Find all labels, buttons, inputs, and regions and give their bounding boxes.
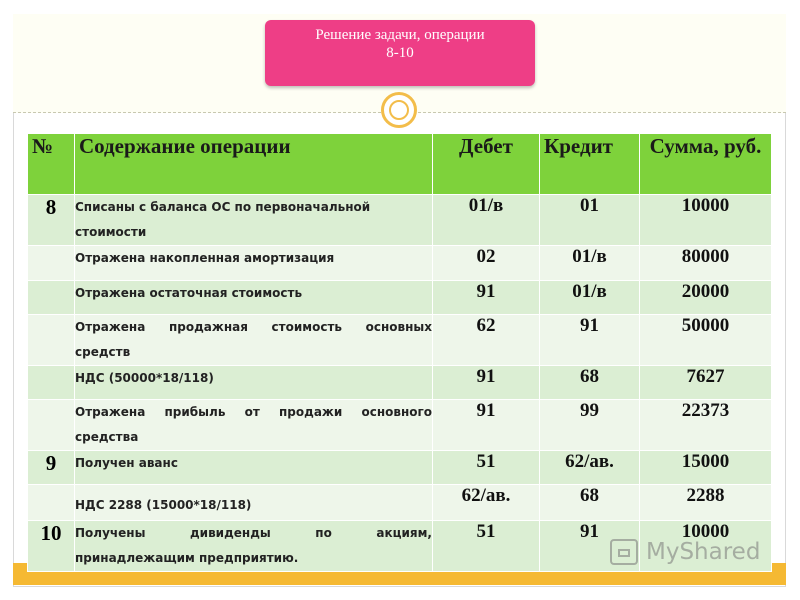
table-header-row (28, 134, 772, 195)
row-number (28, 400, 75, 451)
row-amount: 15000 (640, 451, 772, 485)
header-number: № (28, 134, 75, 195)
table-row (28, 246, 772, 281)
row-number (28, 315, 75, 366)
row-credit: 01/в (540, 246, 640, 281)
row-number (28, 246, 75, 281)
row-amount: 10000 (640, 195, 772, 246)
row-debit: 62 (433, 315, 540, 366)
row-number (28, 281, 75, 315)
row-credit: 68 (540, 485, 640, 521)
table-row (28, 315, 772, 366)
row-credit: 62/ав. (540, 451, 640, 485)
row-number: 10 (28, 521, 75, 572)
row-description: НДС 2288 (15000*18/118) (75, 485, 433, 521)
row-debit: 02 (433, 246, 540, 281)
row-debit: 91 (433, 281, 540, 315)
ring-inner (389, 100, 409, 120)
row-credit: 91 (540, 521, 640, 572)
row-number: 9 (28, 451, 75, 485)
watermark-text: MyShared (646, 539, 761, 565)
row-number (28, 485, 75, 521)
table-row (28, 195, 772, 246)
table-row (28, 485, 772, 521)
table-row (28, 366, 772, 400)
row-credit: 01 (540, 195, 640, 246)
row-amount: 80000 (640, 246, 772, 281)
row-description: Получены дивиденды по акциям, принадлежащим предприятию. (75, 521, 433, 572)
header-debit: Дебет (433, 134, 540, 195)
row-description: Отражена прибыль от продажи основного средства (75, 400, 433, 451)
slide-title (265, 20, 535, 86)
row-debit: 01/в (433, 195, 540, 246)
row-amount: 10000 (640, 521, 772, 572)
ring-ornament-icon (381, 92, 417, 128)
watermark (606, 535, 766, 571)
row-amount: 22373 (640, 400, 772, 451)
table-row (28, 451, 772, 485)
row-debit: 51 (433, 521, 540, 572)
header-credit: Кредит (540, 134, 640, 195)
row-description: Отражена накопленная амортизация (75, 246, 433, 281)
row-description: Получен аванс (75, 451, 433, 485)
slide-title-line1: Решение задачи, операции (315, 27, 485, 43)
row-amount: 7627 (640, 366, 772, 400)
header-amount: Сумма, руб. (640, 134, 772, 195)
operations-table (27, 133, 772, 572)
row-debit: 91 (433, 400, 540, 451)
row-amount: 2288 (640, 485, 772, 521)
table-row (28, 281, 772, 315)
header-description: Содержание операции (75, 134, 433, 195)
row-debit: 91 (433, 366, 540, 400)
table-row (28, 400, 772, 451)
row-debit: 62/ав. (433, 485, 540, 521)
row-number: 8 (28, 195, 75, 246)
row-number (28, 366, 75, 400)
row-credit: 01/в (540, 281, 640, 315)
row-debit: 51 (433, 451, 540, 485)
row-description: Отражена продажная стоимость основных средств (75, 315, 433, 366)
row-description: Отражена остаточная стоимость (75, 281, 433, 315)
row-credit: 68 (540, 366, 640, 400)
row-description: НДС (50000*18/118) (75, 366, 433, 400)
row-amount: 20000 (640, 281, 772, 315)
row-credit: 99 (540, 400, 640, 451)
row-description: Списаны с баланса ОС по первоначальной стоимости (75, 195, 433, 246)
row-amount: 50000 (640, 315, 772, 366)
row-credit: 91 (540, 315, 640, 366)
myshared-logo-icon (610, 539, 638, 565)
slide-title-line2: 8-10 (386, 45, 414, 61)
